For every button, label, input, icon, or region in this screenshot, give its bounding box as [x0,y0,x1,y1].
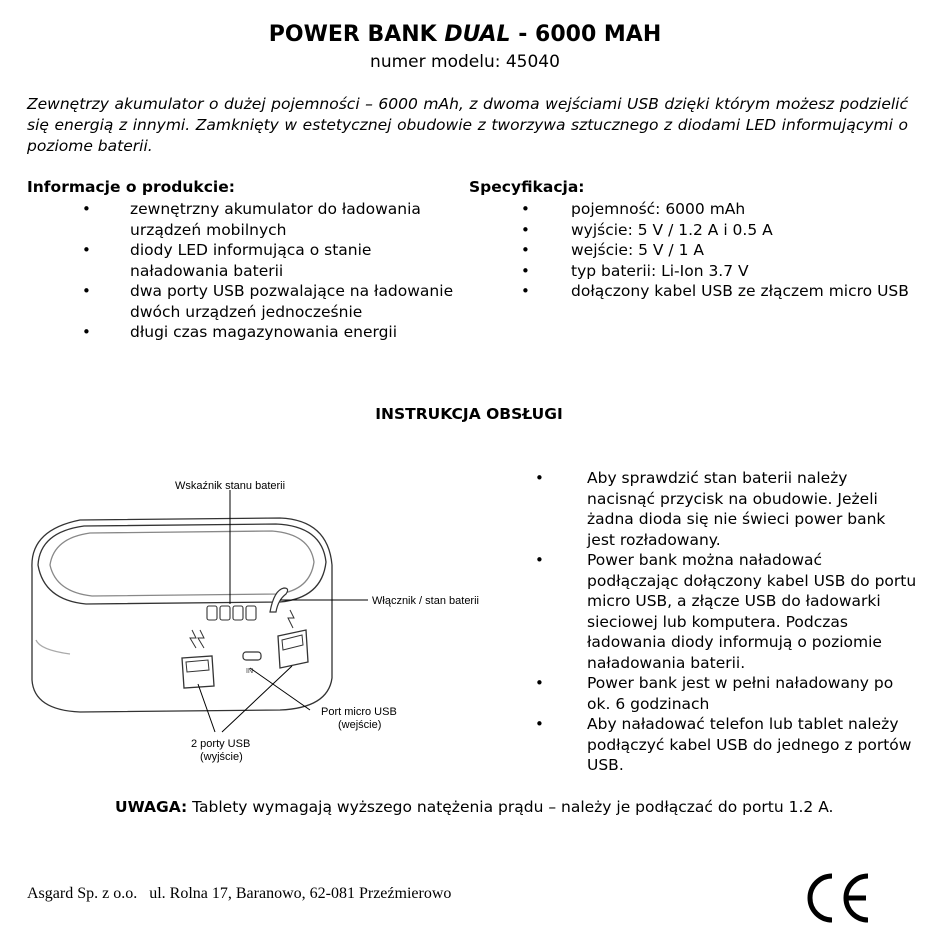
list-item [521,240,911,261]
battery-indicator-label: Wskaźnik stanu baterii [175,480,286,492]
ce-mark-icon [802,872,874,924]
instructions-heading: INSTRUKCJA OBSŁUGI [375,405,563,423]
list-item [521,220,911,241]
bullet: • [521,241,530,259]
led-3-icon [233,606,243,620]
device-top-face [50,531,314,596]
device-side-line [36,640,70,654]
footer-address [27,885,451,903]
bullet: • [82,241,91,259]
usb-port-right-icon [278,630,308,668]
bullet: • [535,715,544,733]
bullet: • [521,282,530,300]
spec-item-text: wyjście: 5 V / 1.2 A i 0.5 A [571,220,773,239]
list-item [521,261,911,282]
list-item [535,673,917,714]
bullet: • [82,282,91,300]
list-item [521,199,911,220]
power-button-label: Włącznik / stan baterii [372,595,479,607]
list-item [82,322,460,343]
bullet: • [535,551,544,569]
info-item-text: długi czas magazynowania energii [130,323,398,341]
micro-usb-label-line1: Port micro USB [321,706,397,718]
spec-item-text: wejście: 5 V / 1 A [571,241,704,259]
instruction-text: Aby sprawdzić stan baterii należy nacisnąć przycisk na obudowie. Jeżeli żadna dioda się nie świeci power bank jest rozładowany. [587,469,886,549]
page-title [0,22,930,47]
company-address: ul. Rolna 17, Baranowo, 62-081 Przeźmierowo [149,885,452,902]
micro-usb-label-line2: (wejście) [338,719,382,731]
micro-usb-port-icon [243,652,261,660]
title-pre: POWER BANK [268,22,445,47]
led-4-icon [246,606,256,620]
info-list [82,199,460,343]
info-item-text: diody LED informująca o stanie naładowania baterii [130,241,372,280]
bullet: • [535,469,544,487]
lightning-right-icon [288,610,294,628]
bullet: • [535,674,544,692]
list-item [535,468,917,550]
spec-item-text: typ baterii: Li-Ion 3.7 V [571,261,749,280]
info-item-text: zewnętrzny akumulator do ładowania urządzeń mobilnych [130,200,421,239]
micro-usb-callout-line [250,668,310,710]
led-indicator-group [207,606,256,620]
instructions-list [535,468,917,776]
spec-list [521,199,911,302]
bullet: • [82,200,91,218]
led-2-icon [220,606,230,620]
bullet: • [521,200,530,218]
spec-item-text: pojemność: 6000 mAh [571,200,746,218]
list-item [521,281,911,302]
usb-ports-label-line2: (wyjście) [200,751,243,763]
bullet: • [82,323,91,341]
warning-note [115,798,935,816]
instruction-text: Power bank można naładować podłączając dołączony kabel USB do portu micro USB, a złącze USB do ładowarki sieciowej lub komputera. Podczas ładowania diody informują o poziomie naładowania baterii. [587,551,917,672]
warning-label: UWAGA: [115,798,188,816]
title-emphasis: DUAL [444,22,511,47]
info-item-text: dwa porty USB pozwalające na ładowanie dwóch urządzeń jednocześnie [130,282,454,321]
power-bank-diagram [10,470,500,775]
usb-callout-line-right [222,666,292,732]
device-body-outline [32,518,332,712]
bullet: • [521,261,530,280]
warning-text: Tablety wymagają wyższego natężenia prądu – należy je podłączać do portu 1.2 A. [187,798,834,816]
intro-paragraph: Zewnętrzy akumulator o dużej pojemności – 6000 mAh, z dwoma wejściami USB dzięki którym możesz podzielić się energią z innymi. Zamknięty w estetycznej obudowie z tworzywa sztucznego z diodami LED informującymi o poziome baterii. [27,95,908,155]
instruction-text: Aby naładować telefon lub tablet należy podłączyć kabel USB do jednego z portów USB. [587,715,912,774]
instruction-text: Power bank jest w pełni naładowany po ok. 6 godzinach [587,674,894,713]
info-heading: Informacje o produkcie: [27,178,235,196]
list-item [535,550,917,673]
usb-port-left-icon [182,656,214,688]
spec-heading: Specyfikacja: [469,178,585,196]
list-item [82,199,460,240]
usb-callout-line-left [198,684,215,732]
led-1-icon [207,606,217,620]
model-number: numer modelu: 45040 [370,52,560,72]
port-in-mark: IN [246,668,253,675]
list-item [82,281,460,322]
bullet: • [521,220,530,239]
spec-item-text: dołączony kabel USB ze złączem micro USB [571,282,909,300]
list-item [82,240,460,281]
title-post: - 6000 MAH [510,22,662,47]
list-item [535,714,917,776]
lightning-left-icon [190,630,204,648]
usb-ports-label-line1: 2 porty USB [191,738,251,750]
company-name: Asgard Sp. z o.o. [27,885,138,902]
